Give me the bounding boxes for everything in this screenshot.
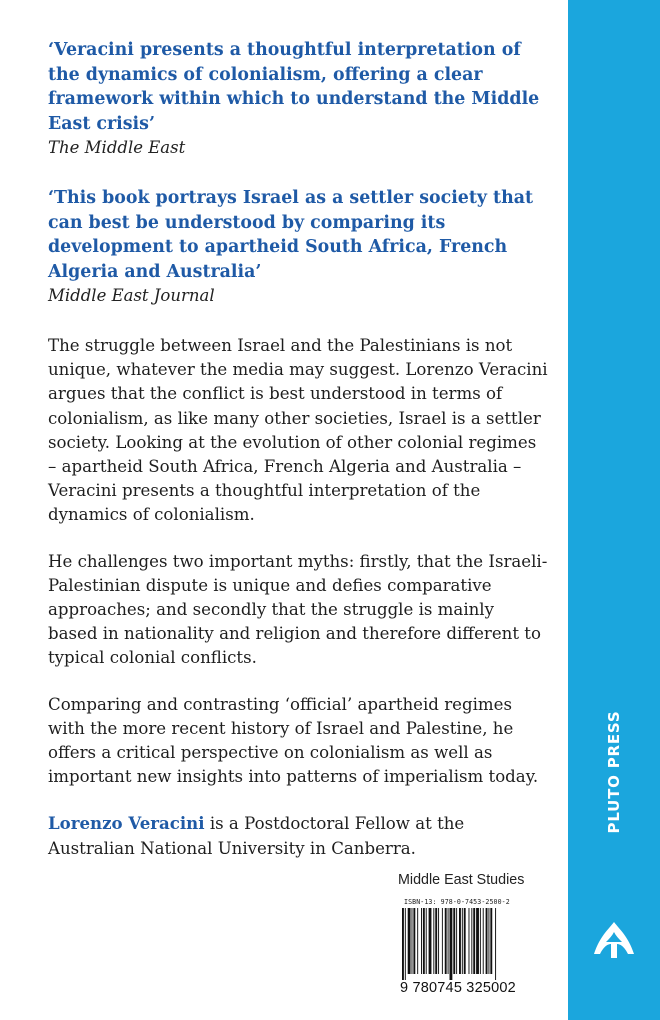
barcode-digits: 9 780745 325002 [400, 980, 516, 996]
barcode [400, 896, 528, 998]
review-quote-1 [48, 38, 548, 160]
isbn-label: ISBN-13: 978-0-7453-2500-2 [404, 898, 510, 906]
publisher-block [572, 700, 656, 1000]
quote-source: Middle East Journal [48, 286, 215, 305]
quote-text: ‘Veracini presents a thoughtful interpretation of the dynamics of colonialism, offering a clear framework within which to understand the Middle East crisis’ [48, 40, 540, 134]
publisher-name: PLUTO PRESS [605, 710, 623, 834]
review-quote-2 [48, 186, 548, 308]
quote-text: ‘This book portrays Israel as a settler society that can best be understood by comparing its development to apartheid South Africa, French Algeria and Australia’ [48, 188, 534, 282]
back-cover-text [48, 38, 548, 883]
blurb-paragraph-2: He challenges two important myths: firstly, that the Israeli-Palestinian dispute is unique and defies comparative approaches; and secondly that the struggle is mainly based in nationality and religion and therefore different to typical colonial conflicts. [48, 551, 548, 668]
author-bio-text: is a Postdoctoral Fellow at the Australian National University in Canberra. [48, 814, 465, 858]
author-bio [48, 811, 548, 860]
author-name: Lorenzo Veracini [48, 813, 205, 834]
series-label: Middle East Studies [398, 872, 525, 888]
blurb-paragraph-3: Comparing and contrasting ‘official’ apartheid regimes with the more recent history of Israel and Palestine, he offers a critical perspective on colonialism as well as important new insights into patterns of imperialism today. [48, 694, 539, 787]
blurb-paragraph-1: The struggle between Israel and the Palestinians is not unique, whatever the media may suggest. Lorenzo Veracini argues that the conflict is best understood in terms of colonialism, as like many other societies, Israel is a settler society. Looking at the evolution of other colonial regimes – apartheid South Africa, French Algeria and Australia – Veracini presents a thoughtful interpretation of the dynamics of colonialism. [48, 336, 548, 525]
pluto-press-logo-icon [592, 920, 636, 960]
quote-source: The Middle East [48, 138, 186, 157]
barcode-bars [400, 908, 528, 980]
